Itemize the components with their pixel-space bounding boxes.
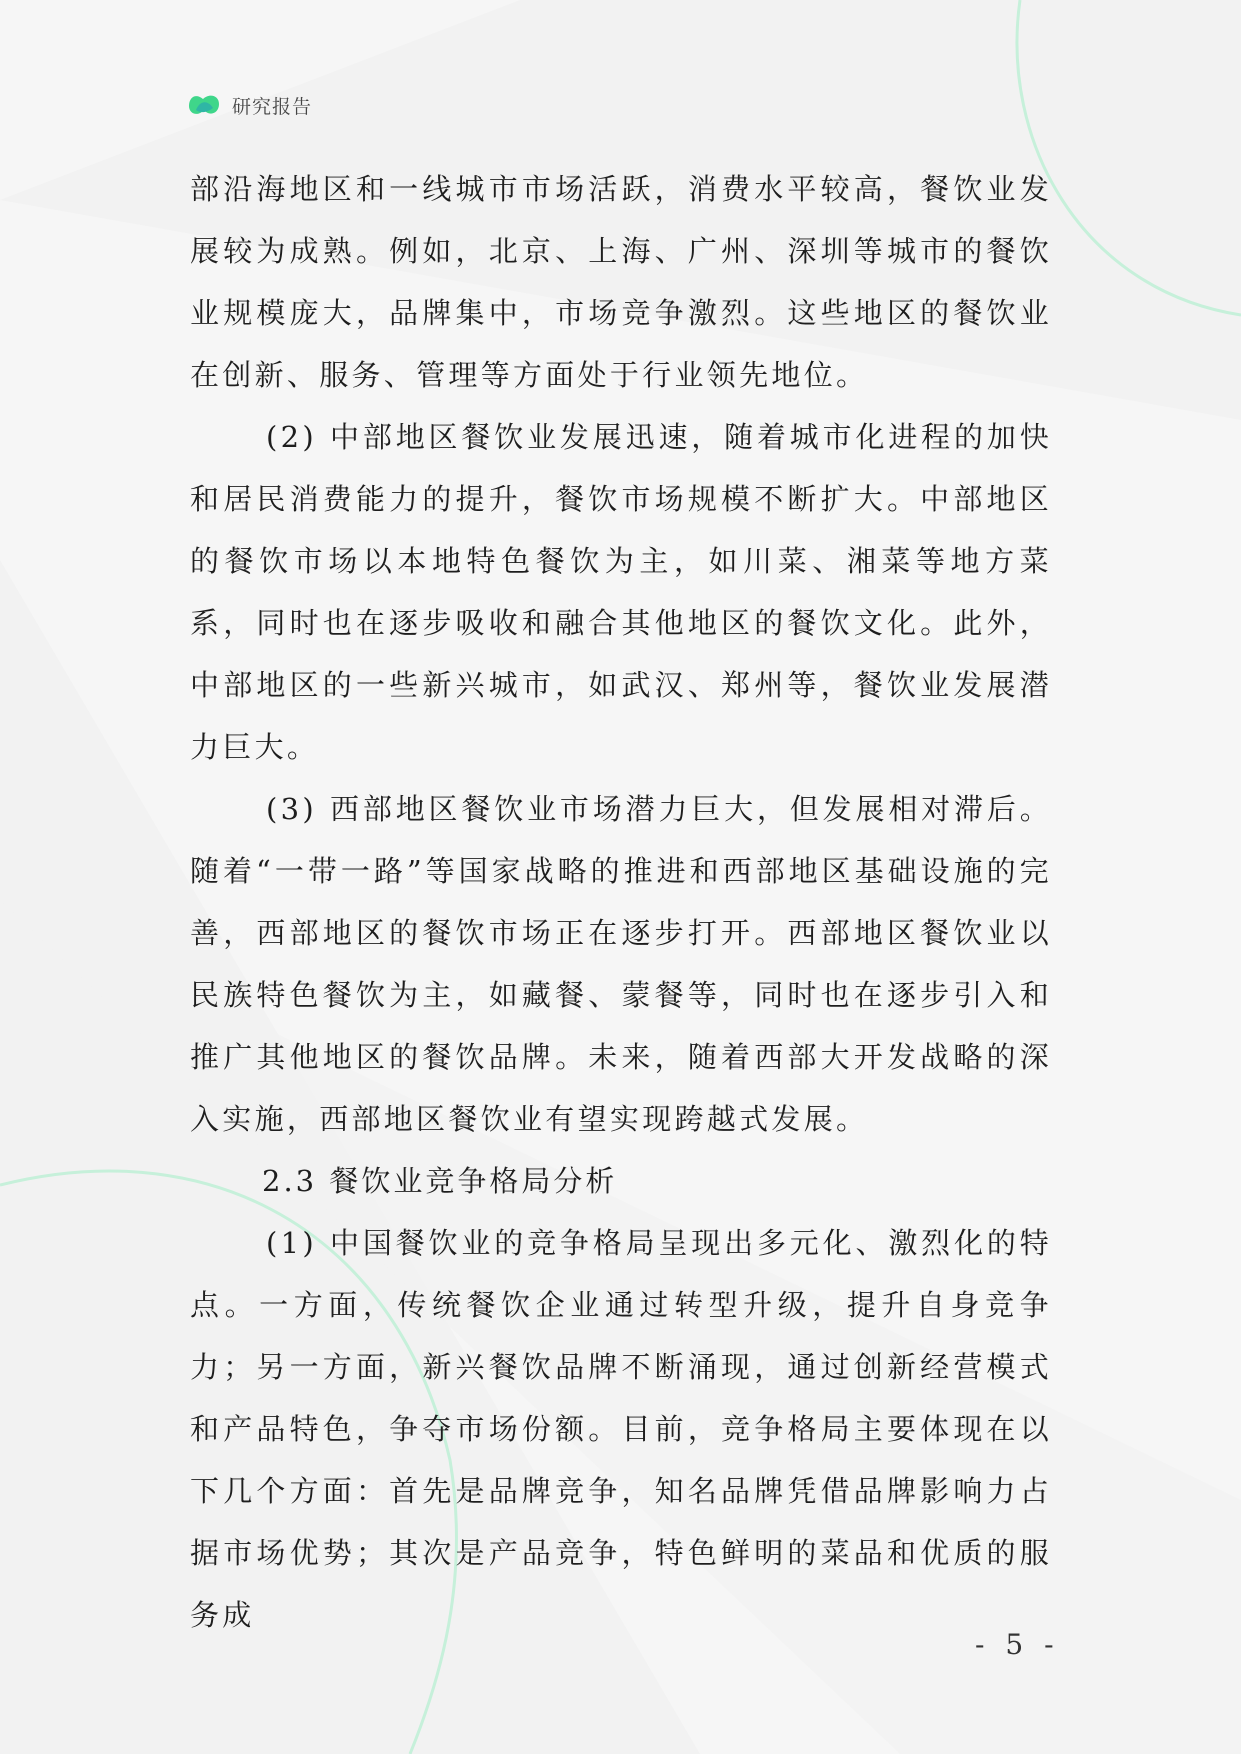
document-body [190,158,1052,1646]
green-leaf-logo-icon [186,90,222,120]
header-title: 研究报告 [232,95,313,118]
section-heading: 2.3 餐饮业竞争格局分析 [262,1164,618,1198]
report-header [186,88,312,122]
paragraph-western-region: (3) 西部地区餐饮业市场潜力巨大，但发展相对滞后。随着“一带一路”等国家战略的推进和西部地区基础设施的完善，西部地区的餐饮市场正在逐步打开。西部地区餐饮业以民族特色餐饮为主，如藏餐、蒙餐等，同时也在逐步引入和推广其他地区的餐饮品牌。未来，随着西部大开发战略的深入实施，西部地区餐饮业有望实现跨越式发展。 [190,792,1052,1136]
page-number: - 5 - [975,1628,1060,1661]
paragraph-eastern-region: 部沿海地区和一线城市市场活跃，消费水平较高，餐饮业发展较为成熟。例如，北京、上海、广州、深圳等城市的餐饮业规模庞大，品牌集中，市场竞争激烈。这些地区的餐饮业在创新、服务、管理等方面处于行业领先地位。 [190,172,1052,392]
paragraph-central-region: (2) 中部地区餐饮业发展迅速，随着城市化进程的加快和居民消费能力的提升，餐饮市场规模不断扩大。中部地区的餐饮市场以本地特色餐饮为主，如川菜、湘菜等地方菜系，同时也在逐步吸收和融合其他地区的餐饮文化。此外，中部地区的一些新兴城市，如武汉、郑州等，餐饮业发展潜力巨大。 [190,420,1052,764]
paragraph-competition: (1) 中国餐饮业的竞争格局呈现出多元化、激烈化的特点。一方面，传统餐饮企业通过转型升级，提升自身竞争力；另一方面，新兴餐饮品牌不断涌现，通过创新经营模式和产品特色，争夺市场份额。目前，竞争格局主要体现在以下几个方面：首先是品牌竞争，知名品牌凭借品牌影响力占据市场优势；其次是产品竞争，特色鲜明的菜品和优质的服务成 [190,1226,1052,1632]
